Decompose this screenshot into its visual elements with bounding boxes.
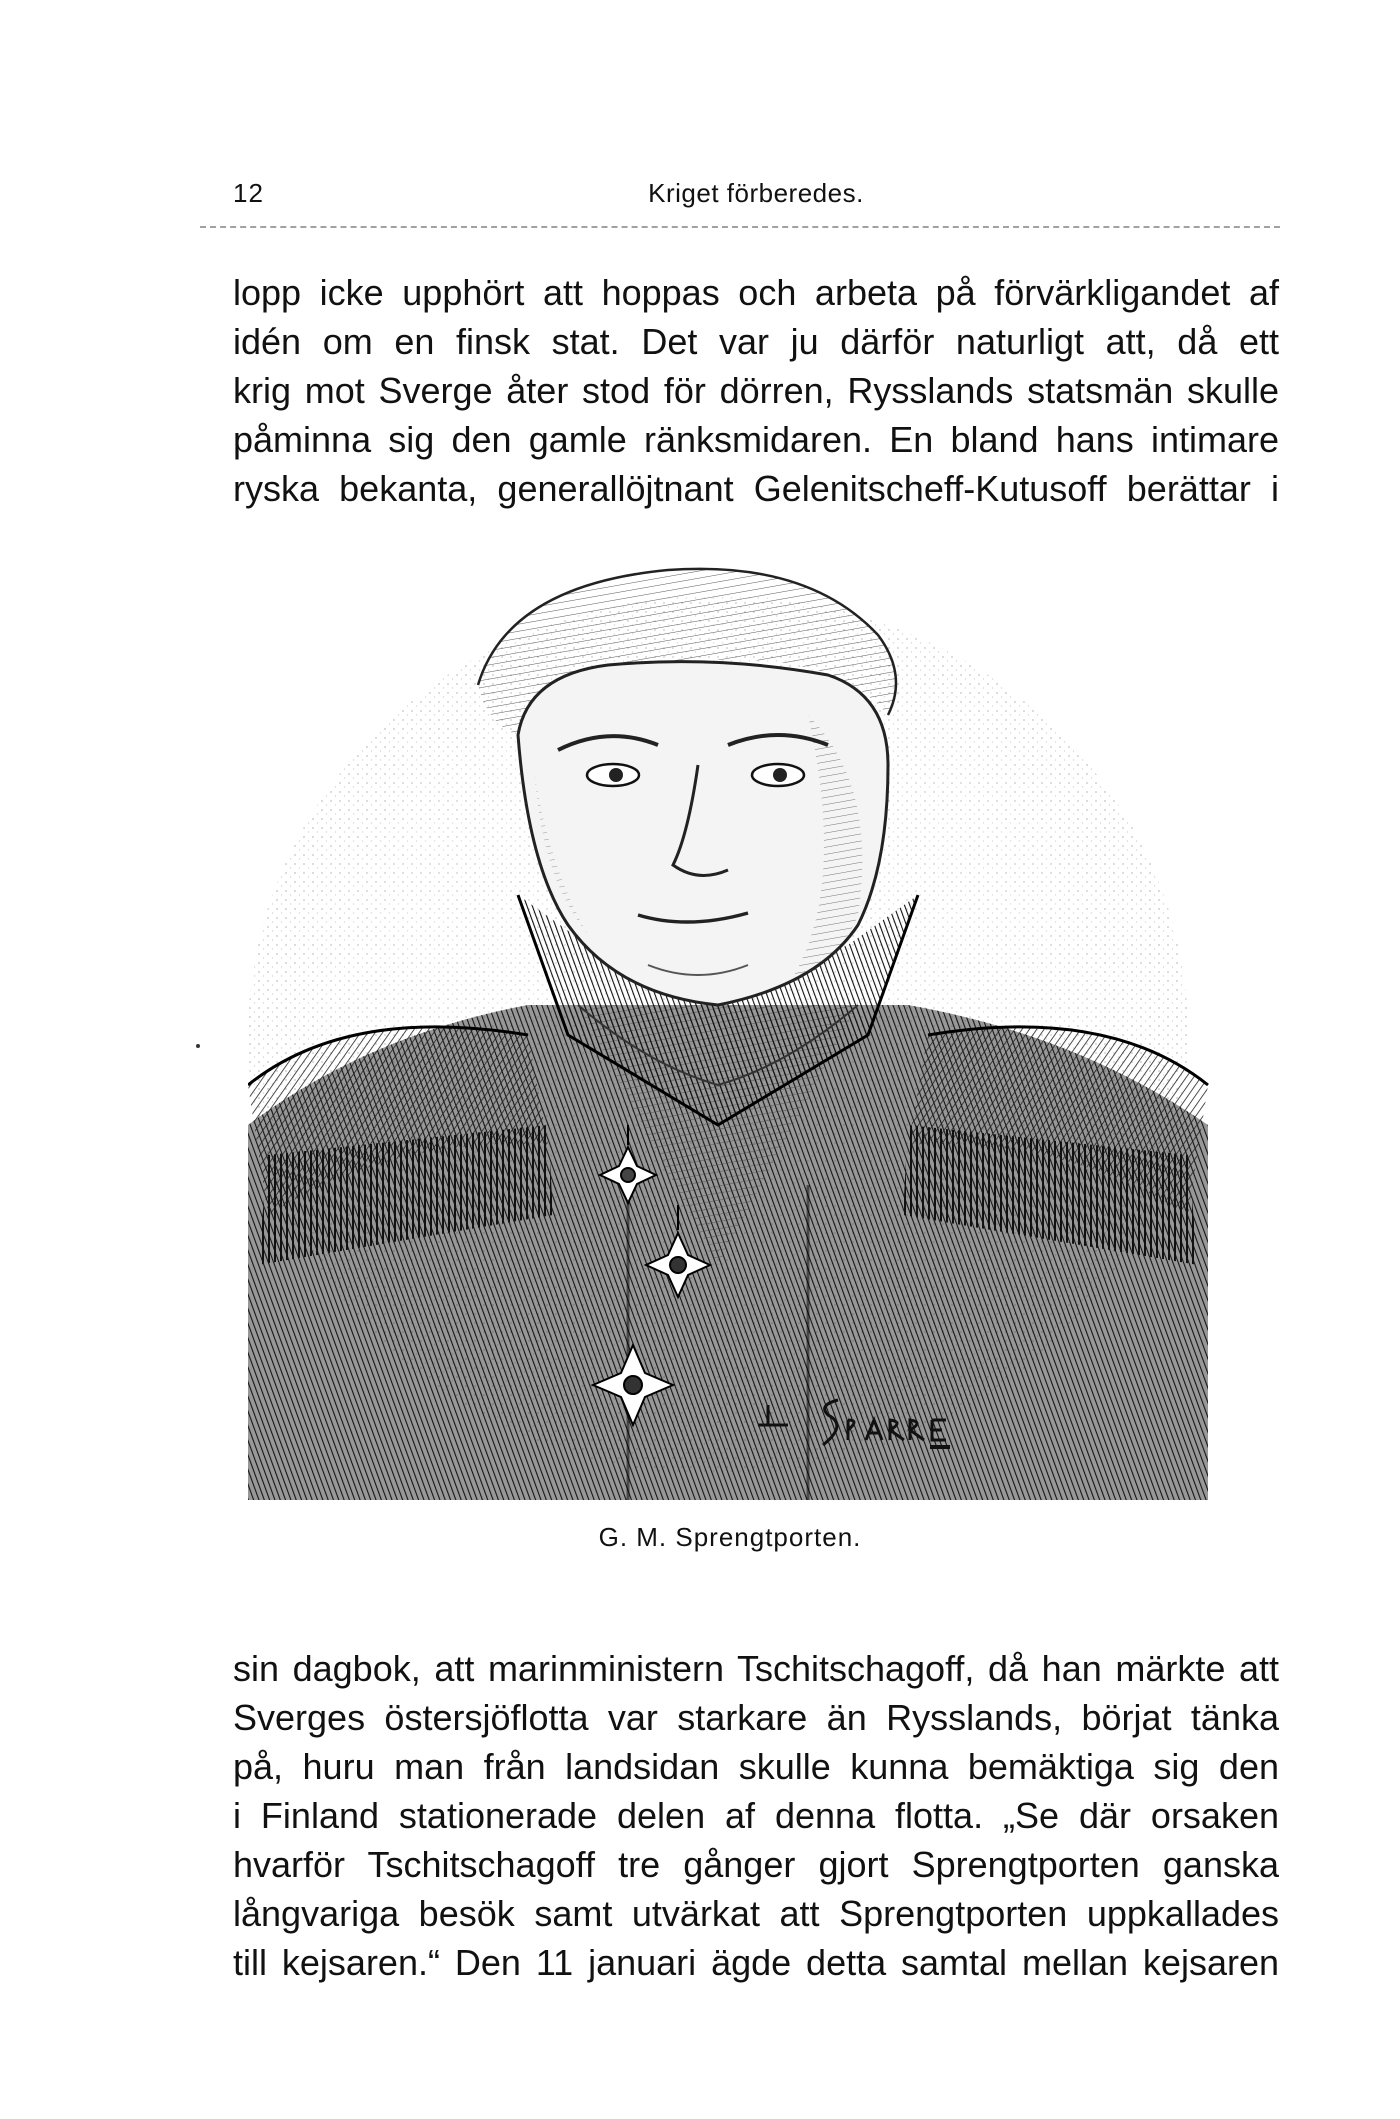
text-line: i Finland stationerade delen af denna flotta. „Se där orsaken [233,1795,1279,1836]
text-line: långvariga besök samt utvärkat att Sprengtporten uppkallades [233,1893,1279,1934]
text-line: idén om en finsk stat. Det var ju därför naturligt att, då ett [233,321,1279,362]
text-line: påminna sig den gamle ränksmidaren. En bland hans intimare [233,419,1279,460]
text-line: lopp icke upphört att hoppas och arbeta på förvärkligandet af [233,272,1279,313]
print-speck [196,1044,200,1048]
text-line: krig mot Sverge åter stod för dörren, Rysslands statsmän skulle [233,370,1279,411]
portrait-engraving [248,565,1228,1500]
paragraph-bottom [233,1644,1279,1987]
running-title: Kriget förberedes. [648,178,864,208]
running-head [233,178,1279,218]
figure-caption: G. M. Sprengtporten. [598,1522,862,1552]
text-line: Sverges östersjöflotta var starkare än Rysslands, börjat tänka [233,1697,1279,1738]
text-line: på, huru man från landsidan skulle kunna bemäktiga sig den [233,1746,1279,1787]
text-line: hvarför Tschitschagoff tre gånger gjort Sprengtporten ganska [233,1844,1279,1885]
page-number: 12 [233,178,264,208]
header-rule [200,226,1280,228]
text-line: sin dagbok, att marinministern Tschitschagoff, då han märkte att [233,1648,1279,1689]
text-line: ryska bekanta, generallöjtnant Gelenitscheff-Kutusoff berättar i [233,468,1279,509]
text-line: till kejsaren.“ Den 11 januari ägde detta samtal mellan kejsaren [233,1942,1279,1983]
paragraph-top [233,268,1279,513]
